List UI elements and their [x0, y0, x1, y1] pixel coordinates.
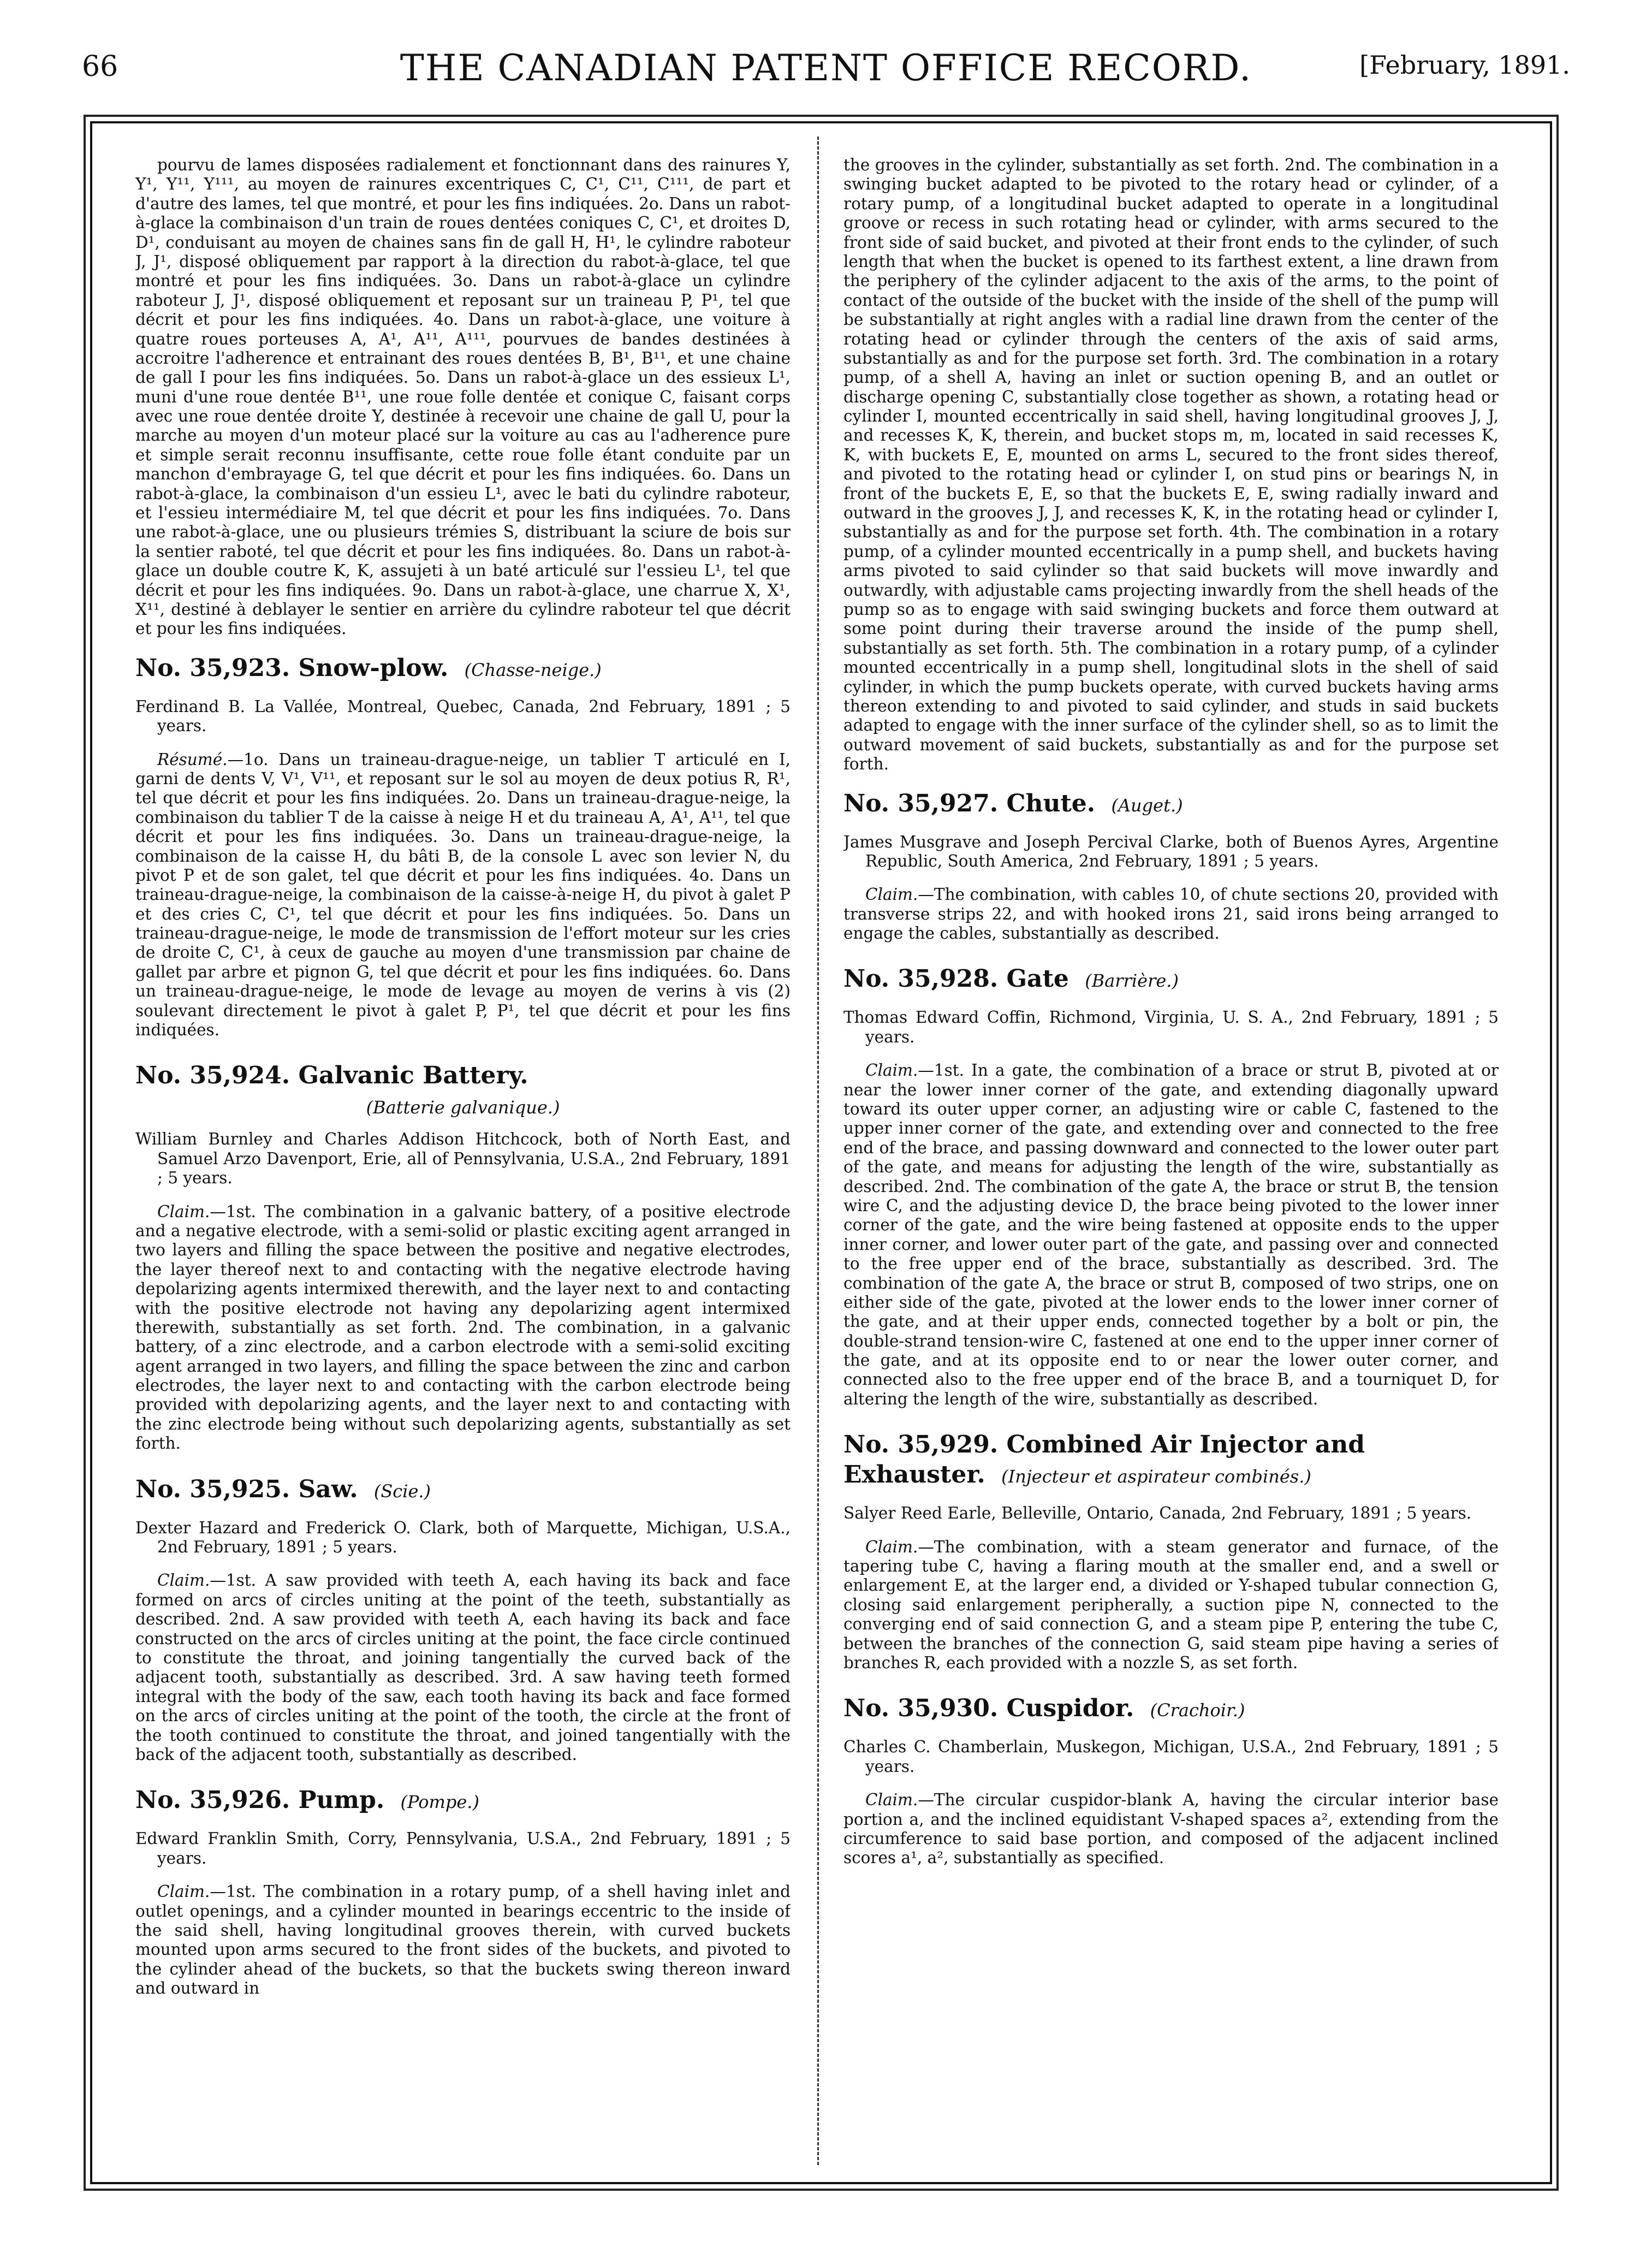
column-divider [817, 137, 819, 2165]
patent-entry-35924 [135, 1060, 791, 1453]
patent-french-title: (Chasse-neige.) [464, 659, 602, 680]
claim-text: —1st. The combination in a galvanic battery, of a positive electrode and a negative electrode, with a semi-solid or plastic exciting agent arranged in two layers and filling the space between the positive and negative electrodes, the layer thereof next to and contacting with the negative electrode having depolarizing agents intermixed therewith, and the layer next to and contacting with the positive electrode not having any depolarizing agent intermixed therewith, substantially as set forth. 2nd. The combination, in a galvanic battery, of a zinc electrode, and a carbon electrode with a semi-solid exciting agent arranged in two layers, and filling the space between the zinc and carbon electrodes, the layer next to and contacting with the carbon electrode being provided with depolarizing agents, and the layer next to and contacting with the zinc electrode being without such depolarizing agents, substantially as set forth. [135, 1202, 791, 1453]
patent-claim [135, 750, 791, 1040]
claim-text: —1o. Dans un traineau-drague-neige, un tablier T articulé en I, garni de dents V, V¹, V¹¹, et reposant sur le sol au moyen de deux potius R, R¹, tel que décrit et pour les fins indiquées. 2o. Dans un traineau-drague-neige, la combinaison du tablier T de la caisse à neige H et du traineau A, A¹, A¹¹, tel que décrit et pour les fins indiquées. 3o. Dans un traineau-drague-neige, la combinaison de la caisse H, du bâti B, de la console L avec son levier N, du pivot P et de son galet, tel que décrit et pour les fins indiquées. 4o. Dans un traineau-drague-neige, la combinaison de la caisse-à-neige H, du pivot à galet P et des cries C, C¹, tel que décrit et pour les fins indiquées. 5o. Dans un traineau-drague-neige, le mode de transmission de l'effort moteur sur les cries de droite C, C¹, à ceux de gauche au moyen d'une transmission par chaine de gallet par arbre et pignon G, tel que décrit et pour les fins indiquées. 6o. Dans un traineau-drague-neige, le mode de levage au moyen de verins à vis (2) soulevant directement le pivot à galet P, P¹, tel que décrit et pour les fins indiquées. [135, 750, 791, 1040]
claim-label: Claim. [865, 885, 918, 904]
claim-label: Claim. [865, 1790, 918, 1810]
patent-claim [843, 1790, 1499, 1868]
left-column [135, 156, 791, 2171]
continued-text: the grooves in the cylinder, substantially as set forth. 2nd. The combination in a swinging bucket adapted to be pivoted to the rotary head or cylinder, of a rotary pump, of a longitudinal bucket adapted to operate in a longitudinal groove or recess in such rotating head or cylinder, with arms secured to the front side of said bucket, and pivoted at their front ends to the cylinder, of such length that when the bucket is opened to its farthest extent, a line drawn from the periphery of the cylinder adjacent to the axis of the arms, to the point of contact of the outside of the bucket with the inside of the shell of the pump will be substantially at right angles with a radial line drawn from the center of the rotating head or cylinder through the centers of the axis of said arms, substantially as and for the purpose set forth. 3rd. The combination in a rotary pump, of a shell A, having an inlet or suction opening B, and an outlet or discharge opening C, substantially close together as shown, a rotating head or cylinder I, mounted eccentrically in said shell, having longitudinal grooves J, J, and recesses K, K, therein, and bucket stops m, m, located in said recesses K, K, with buckets E, E, mounted on arms L, secured to the front sides thereof, and pivoted to the rotating head or cylinder I, on stud pins or bearings N, in front of the buckets E, E, so that the buckets E, E, swing radially inward and outward in the grooves J, J, and recesses K, K, in the rotating head or cylinder I, substantially as and for the purpose set forth. 4th. The combination in a rotary pump, of a cylinder mounted eccentrically in a pump shell, and buckets having arms pivoted to said cylinder so that said buckets will move inwardly and outwardly, with adjustable cams projecting inwardly from the shell heads of the pump so as to engage with said swinging buckets and force them outward at some point during their traverse around the inside of the pump shell, substantially as set forth. 5th. The combination in a rotary pump, of a cylinder mounted eccentrically in a pump shell, longitudinal slots in the shell of said cylinder, in which the pump buckets operate, with curved buckets having arms thereon extending to and pivoted to said cylinder, and studs in said buckets adapted to engage with the inner surface of the cylinder shell, so as to limit the outward movement of said buckets, substantially as and for the purpose set forth. [843, 156, 1499, 774]
patent-entry-35929 [843, 1430, 1499, 1673]
patent-entry-35928 [843, 964, 1499, 1409]
page-number: 66 [82, 50, 118, 83]
patent-claim [135, 1202, 791, 1454]
patent-inventor: James Musgrave and Joseph Percival Clarke, both of Buenos Ayres, Argentine Republic, South America, 2nd February, 1891 ; 5 years. [843, 832, 1499, 870]
claim-text: —The circular cuspidor-blank A, having the circular interior base portion a, and the inclined equidistant V-shaped spaces a², extending from the circumference to said base portion, and composed of the adjacent inclined scores a¹, a², substantially as specified. [843, 1790, 1499, 1867]
patent-heading [843, 1430, 1499, 1490]
patent-entry-35923 [135, 653, 791, 1040]
claim-label: Claim. [157, 1571, 210, 1590]
claim-label: Claim. [157, 1882, 210, 1901]
patent-claim [843, 1538, 1499, 1673]
patent-number: No. 35,927. [843, 789, 999, 817]
patent-heading [135, 1474, 791, 1504]
patent-number: No. 35,926. [135, 1786, 290, 1815]
patent-number: No. 35,929. [843, 1431, 999, 1459]
patent-french-title: (Crachoir.) [1150, 1700, 1245, 1721]
patent-french-title: (Injecteur et aspirateur combinés.) [1001, 1466, 1311, 1487]
patent-entry-35926 [135, 1785, 791, 1998]
patent-number: No. 35,924. [135, 1062, 290, 1090]
patent-title: Saw. [298, 1475, 358, 1503]
patent-number: No. 35,930. [843, 1694, 999, 1723]
claim-label: Résumé. [157, 750, 228, 769]
patent-inventor: Ferdinand B. La Vallée, Montreal, Quebec, Canada, 2nd February, 1891 ; 5 years. [135, 697, 791, 736]
continued-text: pourvu de lames disposées radialement et fonctionnant dans des rainures Y, Y¹, Y¹¹, Y¹¹¹, au moyen de rainures excentriques C, C¹, C¹¹, C¹¹¹, de part et d'autre des lames, tel que montré, et pour les fins indiquées. 2o. Dans un rabot-à-glace la combinaison d'un train de roues dentées coniques C, C¹, et droites D, D¹, conduisant au moyen de chaines sans fin de gall H, H¹, le cylindre raboteur J, J¹, disposé obliquement par rapport à la direction du rabot-à-glace, tel que montré et pour les fins indiquées. 3o. Dans un rabot-à-glace un cylindre raboteur J, J¹, disposé obliquement et reposant sur un traineau P, P¹, tel que décrit et pour les fins indiquées. 4o. Dans un rabot-à-glace, une voiture à quatre roues porteuses A, A¹, A¹¹, A¹¹¹, pourvues de bandes destinées à accroitre l'adherence et entrainant des roues dentées B, B¹, B¹¹, et une chaine de gall I pour les fins indiquées. 5o. Dans un rabot-à-glace un des essieux L¹, muni d'une roue dentée B¹¹, une roue folle dentée et conique C, faisant corps avec une roue dentée droite Y, destinée à recevoir une chaine de gall U, pour la marche au moyen d'un moteur placé sur la voiture au cas au l'adherence pure et simple serait reconnu insuffisante, cette roue folle étant conduite par un manchon d'embrayage G, tel que décrit et pour les fins indiquées. 6o. Dans un rabot-à-glace, la combinaison d'un essieu L¹, avec le bati du cylindre raboteur, et l'essieu intermédiaire M, tel que décrit et pour les fins indiquées. 7o. Dans une rabot-à-glace, une ou plusieurs trémies S, distribuant la sciure de bois sur la sentier raboté, tel que décrit et pour les fins indiquées. 8o. Dans un rabot-à-glace un double coutre K, K, assujeti à un baté articulé sur l'essieu L¹, tel que décrit et pour les fins indiquées. 9o. Dans un rabot-à-glace, une charrue X, X¹, X¹¹, destiné à deblayer le sentier en arrière du cylindre raboteur tel que décrit et pour les fins indiquées. [135, 156, 791, 638]
page-header [0, 0, 1652, 126]
claim-label: Claim. [865, 1061, 918, 1080]
patent-entry-35927 [843, 788, 1499, 944]
patent-title: Galvanic Battery. [298, 1062, 528, 1090]
patent-number: No. 35,923. [135, 654, 290, 682]
patent-claim [135, 1882, 791, 1998]
patent-entry-35930 [843, 1693, 1499, 1867]
claim-text: —1st. The combination in a rotary pump, of a shell having inlet and outlet openings, and a cylinder mounted in bearings eccentric to the inside of the said shell, having longitudinal grooves therein, with curved buckets mounted upon arms secured to the front sides of the buckets, and pivoted to the cylinder ahead of the buckets, so that the buckets swing thereon inward and outward in [135, 1882, 791, 1998]
patent-inventor: Edward Franklin Smith, Corry, Pennsylvania, U.S.A., 2nd February, 1891 ; 5 years. [135, 1829, 791, 1867]
patent-inventor: Dexter Hazard and Frederick O. Clark, both of Marquette, Michigan, U.S.A., 2nd February, 1891 ; 5 years. [135, 1518, 791, 1557]
patent-heading [135, 1785, 791, 1815]
patent-heading [843, 964, 1499, 994]
patent-claim [843, 885, 1499, 943]
patent-inventor: Salyer Reed Earle, Belleville, Ontario, Canada, 2nd February, 1891 ; 5 years. [843, 1504, 1472, 1523]
patent-entry-35925 [135, 1474, 791, 1765]
claim-label: Claim. [865, 1537, 918, 1556]
patent-inventor: Charles C. Chamberlain, Muskegon, Michigan, U.S.A., 2nd February, 1891 ; 5 years. [843, 1738, 1499, 1776]
right-column [843, 156, 1499, 2171]
patent-inventor: Thomas Edward Coffin, Richmond, Virginia, U. S. A., 2nd February, 1891 ; 5 years. [843, 1008, 1499, 1046]
patent-heading [843, 1693, 1499, 1723]
patent-heading [135, 1060, 791, 1090]
claim-text: —1st. A saw provided with teeth A, each having its back and face formed on arcs of circles uniting at the point of the teeth, substantially as described. 2nd. A saw provided with teeth A, each having its back and face constructed on the arcs of circles uniting at the point, the face circle continued to constitute the throat, and joining tangentially the curved back of the adjacent tooth, substantially as described. 3rd. A saw having teeth formed integral with the body of the saw, each tooth having its back and face formed on the arcs of circles uniting at the point of the tooth, the circle at the front of the tooth continued to constitute the throat, and joined tangentially with the back of the adjacent tooth, substantially as described. [135, 1571, 791, 1764]
patent-title: Chute. [1006, 789, 1096, 817]
patent-title: Combined Air Injector and Exhauster. [843, 1431, 1365, 1489]
patent-claim [843, 1061, 1499, 1409]
claim-text: —1st. In a gate, the combination of a brace or strut B, pivoted at or near the lower inner corner of the gate, and extending diagonally upward toward its outer upper corner, an adjusting wire or cable C, fastened to the upper inner corner of the gate, and extending over and connected to the free end of the brace, and passing downward and connected to the lower outer part of the gate, and means for adjusting the length of the wire, substantially as described. 2nd. The combination of the gate A, the brace or strut B, the tension wire C, and the adjusting device D, the brace being pivoted to the lower inner corner of the gate, and the wire being fastened at opposite ends to the upper inner corner, and lower outer part of the gate, and passing over and connected to the free upper end of the brace, substantially as described. 3rd. The combination of the gate A, the brace or strut B, composed of two strips, one on either side of the gate, pivoted at the lower ends to the lower inner corner of the gate, and at their upper ends, connected together by a bolt or pin, the double-strand tension-wire C, fastened at one end to the upper inner corner of the gate, and at its opposite end to or near the lower outer corner, and connected also to the free upper end of the brace B, and a tourniquet D, for altering the length of the wire, substantially as described. [843, 1061, 1499, 1408]
claim-text: —The combination, with a steam generator and furnace, of the tapering tube C, having a flaring mouth at the smaller end, and a swell or enlargement E, at the larger end, a divided or Y-shaped tubular connection G, closing said enlargement peripherally, a suction pipe N, connected to the converging end of said connection G, and a steam pipe P, entering the tube C, between the branches of the connection G, said steam pipe having a series of branches R, each provided with a nozzle S, as set forth. [843, 1537, 1499, 1672]
page-title: THE CANADIAN PATENT OFFICE RECORD. [400, 47, 1252, 89]
claim-label: Claim. [157, 1202, 210, 1221]
patent-inventor: William Burnley and Charles Addison Hitchcock, both of North East, and Samuel Arzo Davenport, Erie, all of Pennsylvania, U.S.A., 2nd February, 1891 ; 5 years. [135, 1130, 791, 1188]
patent-title: Cuspidor. [1006, 1694, 1134, 1723]
claim-text: —The combination, with cables 10, of chute sections 20, provided with transverse strips 22, and with hooked irons 21, said irons being arranged to engage the cables, substantially as described. [843, 885, 1499, 943]
patent-title: Snow-plow. [298, 654, 449, 682]
issue-date: [February, 1891. [1359, 50, 1570, 80]
patent-heading [843, 788, 1499, 819]
patent-french-title: (Pompe.) [400, 1792, 479, 1813]
patent-title: Pump. [298, 1786, 385, 1815]
patent-number: No. 35,925. [135, 1475, 290, 1503]
patent-heading [135, 653, 791, 683]
patent-title: Gate [1006, 965, 1069, 993]
patent-number: No. 35,928. [843, 965, 999, 993]
patent-claim [135, 1571, 791, 1764]
patent-french-title: (Barrière.) [1085, 970, 1179, 992]
patent-french-title: (Auget.) [1111, 795, 1183, 816]
patent-french-title: (Scie.) [373, 1480, 431, 1502]
patent-french-title: (Batterie galvanique.) [366, 1097, 560, 1118]
